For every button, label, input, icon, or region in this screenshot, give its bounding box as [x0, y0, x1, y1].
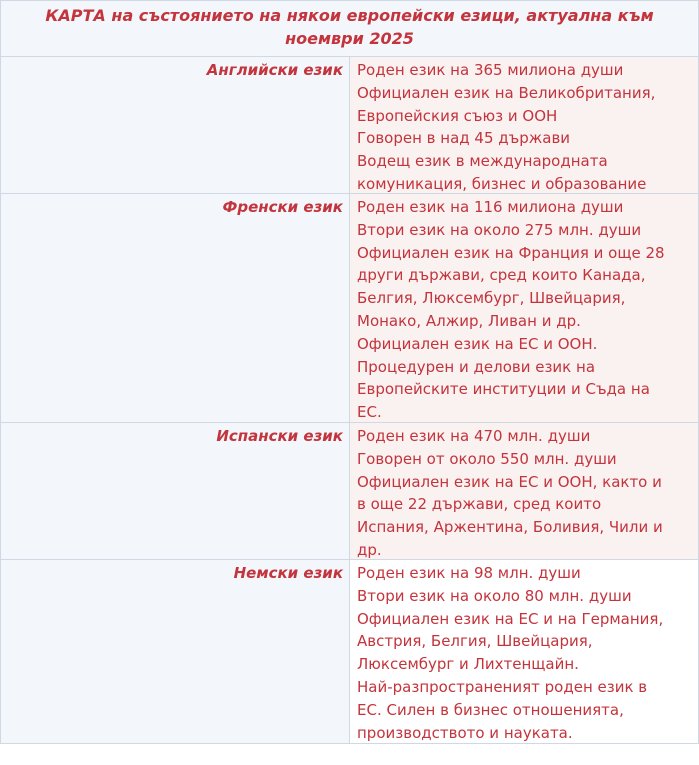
- table-title: КАРТА на състоянието на някои европейски езици, актуална към ноември 2025: [1, 1, 698, 57]
- description-line: Втори език на около 80 млн. души: [357, 586, 632, 605]
- table-row: [1, 194, 698, 423]
- description-line: Втори език на около 275 млн. души: [357, 220, 642, 239]
- description-line: Австрия, Белгия, Швейцария,: [357, 632, 593, 651]
- description-line: Процедурен и делови език на: [357, 357, 596, 376]
- description-line: Люксембург и Лихтенщайн.: [357, 655, 579, 674]
- description-line: Европейския съюз и ООН: [357, 106, 558, 125]
- language-name: Английски език: [1, 57, 350, 193]
- description-line: Роден език на 116 милиона души: [357, 198, 624, 216]
- description-line: ЕС.: [357, 403, 382, 422]
- description-line: др.: [357, 540, 382, 559]
- description-line: в още 22 държави, сред които: [357, 495, 602, 514]
- description-line: Водещ език в международната: [357, 152, 608, 171]
- description-line: Официален език на Франция и още 28: [357, 243, 665, 262]
- description-line: Европейските институции и Съда на: [357, 380, 650, 399]
- language-description: [350, 57, 698, 193]
- description-line: Белгия, Люксембург, Швейцария,: [357, 289, 626, 308]
- description-line: Монако, Алжир, Ливан и др.: [357, 311, 581, 330]
- language-description: [350, 423, 698, 559]
- description-line: Най-разпространеният роден език в: [357, 677, 648, 696]
- description-line: Официален език на ЕС и ООН, както и: [357, 472, 662, 491]
- description-line: комуникация, бизнес и образование: [357, 174, 647, 193]
- language-description: [350, 560, 698, 743]
- description-line: ЕС. Силен в бизнес отношенията,: [357, 700, 624, 719]
- language-description: [350, 194, 698, 422]
- description-line: Официален език на Великобритания,: [357, 83, 656, 102]
- language-name: Испански език: [1, 423, 350, 559]
- description-line: Официален език на ЕС и на Германия,: [357, 609, 664, 628]
- description-line: Роден език на 365 милиона души: [357, 61, 624, 79]
- description-line: производството и науката.: [357, 723, 573, 742]
- table-row: [1, 560, 698, 743]
- language-name: Френски език: [1, 194, 350, 422]
- description-line: Испания, Аржентина, Боливия, Чили и: [357, 518, 663, 537]
- description-line: Говорен в над 45 държави: [357, 129, 571, 148]
- description-line: Роден език на 470 млн. души: [357, 427, 591, 445]
- language-name: Немски език: [1, 560, 350, 743]
- table-row: [1, 57, 698, 194]
- description-line: други държави, сред които Канада,: [357, 266, 646, 285]
- description-line: Роден език на 98 млн. души: [357, 564, 581, 582]
- table-row: [1, 423, 698, 560]
- description-line: Официален език на ЕС и ООН.: [357, 334, 598, 353]
- description-line: Говорен от около 550 млн. души: [357, 449, 617, 468]
